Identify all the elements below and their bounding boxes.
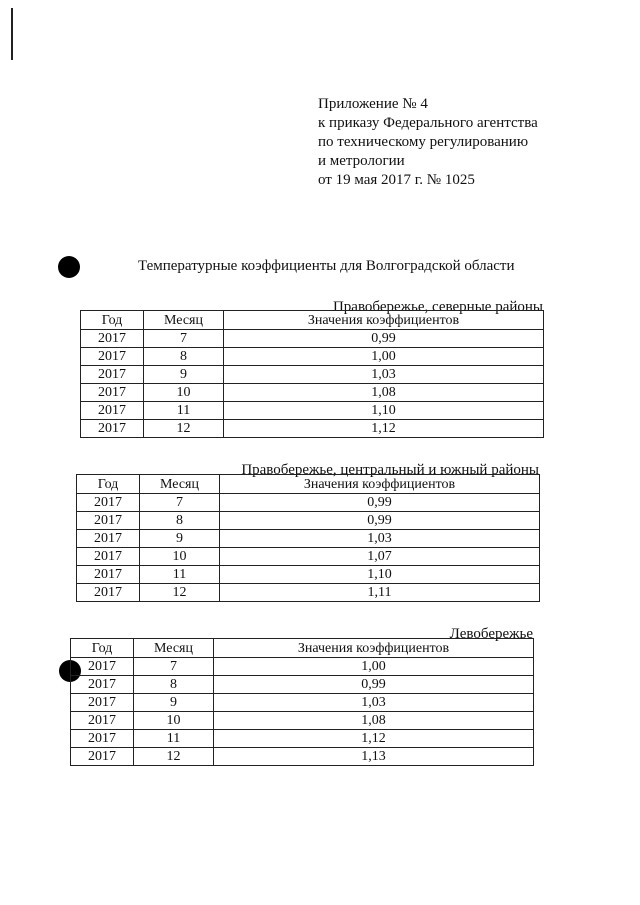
year-cell: 2017 [71, 748, 134, 766]
year-cell: 2017 [77, 548, 140, 566]
month-cell: 11 [134, 730, 214, 748]
table-row [71, 712, 534, 730]
table-row [71, 658, 534, 676]
year-cell: 2017 [77, 530, 140, 548]
table-row [77, 530, 540, 548]
month-cell: 10 [134, 712, 214, 730]
month-cell: 8 [134, 676, 214, 694]
value-cell: 0,99 [220, 494, 540, 512]
table-header-row [81, 311, 544, 330]
month-cell: 7 [140, 494, 220, 512]
value-cell: 1,08 [214, 712, 534, 730]
month-cell: 8 [144, 348, 224, 366]
value-cell: 0,99 [224, 330, 544, 348]
column-header-value: Значения коэффициентов [220, 475, 540, 494]
month-cell: 8 [140, 512, 220, 530]
coefficients-table [70, 638, 534, 766]
column-header-value: Значения коэффициентов [224, 311, 544, 330]
column-header-value: Значения коэффициентов [214, 639, 534, 658]
month-cell: 9 [144, 366, 224, 384]
column-header-year: Год [71, 639, 134, 658]
table-row [81, 366, 544, 384]
year-cell: 2017 [71, 658, 134, 676]
year-cell: 2017 [81, 420, 144, 438]
year-cell: 2017 [81, 348, 144, 366]
month-cell: 9 [140, 530, 220, 548]
table-row [81, 348, 544, 366]
value-cell: 1,13 [214, 748, 534, 766]
year-cell: 2017 [77, 584, 140, 602]
month-cell: 12 [140, 584, 220, 602]
table-header-row [77, 475, 540, 494]
month-cell: 10 [140, 548, 220, 566]
value-cell: 1,08 [224, 384, 544, 402]
column-header-month: Месяц [144, 311, 224, 330]
coefficients-table [76, 474, 540, 602]
month-cell: 9 [134, 694, 214, 712]
value-cell: 1,07 [220, 548, 540, 566]
year-cell: 2017 [81, 402, 144, 420]
value-cell: 1,12 [224, 420, 544, 438]
value-cell: 0,99 [220, 512, 540, 530]
table-row [81, 384, 544, 402]
year-cell: 2017 [71, 712, 134, 730]
document-title: Температурные коэффициенты для Волгоградской области [138, 258, 515, 274]
year-cell: 2017 [77, 512, 140, 530]
year-cell: 2017 [81, 330, 144, 348]
year-cell: 2017 [77, 566, 140, 584]
value-cell: 0,99 [214, 676, 534, 694]
month-cell: 7 [144, 330, 224, 348]
punch-hole-mark-top [58, 256, 80, 278]
month-cell: 12 [134, 748, 214, 766]
region-title: Правобережье, центральный и южный районы [241, 462, 539, 478]
table-row [71, 748, 534, 766]
table-header-row [71, 639, 534, 658]
region-title: Правобережье, северные районы [332, 299, 543, 315]
year-cell: 2017 [71, 676, 134, 694]
table-row [71, 694, 534, 712]
year-cell: 2017 [71, 694, 134, 712]
table-row [81, 402, 544, 420]
table-row [77, 566, 540, 584]
table-row [81, 330, 544, 348]
appendix-header-line: Приложение № 4 [318, 96, 428, 112]
table-row [81, 420, 544, 438]
appendix-header-line: от 19 мая 2017 г. № 1025 [318, 172, 475, 188]
value-cell: 1,10 [220, 566, 540, 584]
appendix-header-line: по техническому регулированию [318, 134, 529, 150]
value-cell: 1,10 [224, 402, 544, 420]
margin-line [11, 8, 13, 60]
appendix-header-line: и метрологии [318, 153, 405, 169]
month-cell: 11 [144, 402, 224, 420]
value-cell: 1,03 [220, 530, 540, 548]
year-cell: 2017 [81, 384, 144, 402]
table-row [71, 676, 534, 694]
value-cell: 1,00 [214, 658, 534, 676]
table-row [77, 494, 540, 512]
column-header-year: Год [77, 475, 140, 494]
year-cell: 2017 [71, 730, 134, 748]
region-title: Левобережье [449, 626, 533, 642]
column-header-month: Месяц [140, 475, 220, 494]
column-header-month: Месяц [134, 639, 214, 658]
value-cell: 1,03 [214, 694, 534, 712]
column-header-year: Год [81, 311, 144, 330]
value-cell: 1,12 [214, 730, 534, 748]
table-row [77, 584, 540, 602]
coefficients-table [80, 310, 544, 438]
month-cell: 10 [144, 384, 224, 402]
appendix-header [318, 95, 538, 190]
month-cell: 11 [140, 566, 220, 584]
appendix-header-line: к приказу Федерального агентства [318, 115, 538, 131]
value-cell: 1,11 [220, 584, 540, 602]
month-cell: 7 [134, 658, 214, 676]
year-cell: 2017 [81, 366, 144, 384]
value-cell: 1,00 [224, 348, 544, 366]
table-row [71, 730, 534, 748]
value-cell: 1,03 [224, 366, 544, 384]
table-row [77, 548, 540, 566]
month-cell: 12 [144, 420, 224, 438]
year-cell: 2017 [77, 494, 140, 512]
table-row [77, 512, 540, 530]
